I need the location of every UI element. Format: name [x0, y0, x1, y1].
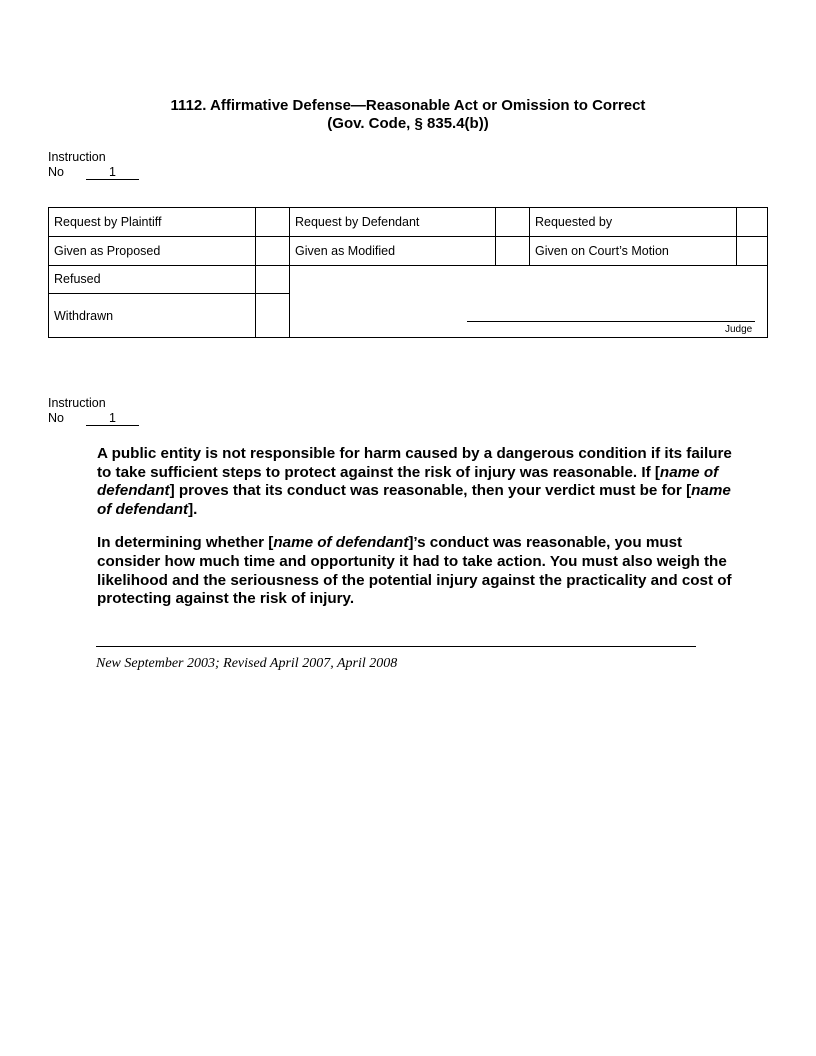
instruction-paragraph-2 — [97, 534, 737, 608]
placeholder-name-of-defendant: name of defendant — [97, 482, 731, 518]
title-line-2: (Gov. Code, § 835.4(b)) — [327, 115, 489, 132]
given-as-proposed-label: Given as Proposed — [54, 244, 161, 258]
instruction-no-value: 1 — [86, 165, 139, 180]
instruction-paragraph-1 — [97, 445, 737, 519]
revision-history: New September 2003; Revised April 2007, April 2008 — [96, 656, 398, 671]
refused-checkbox[interactable] — [256, 266, 289, 293]
instruction-label: Instruction — [48, 396, 106, 410]
request-by-plaintiff-checkbox[interactable] — [256, 208, 289, 236]
instruction-number-bottom — [48, 396, 116, 426]
text-run: ] proves that its conduct was reasonable, then your verdict must be for [ — [169, 482, 692, 500]
judge-signature-line[interactable] — [467, 321, 755, 322]
instruction-no-label: No — [48, 410, 64, 425]
request-status-table — [48, 207, 768, 338]
requested-by-label: Requested by — [535, 215, 613, 229]
instruction-number-top — [48, 150, 116, 180]
judge-label: Judge — [725, 324, 753, 335]
text-run: A public entity is not responsible for harm caused by a dangerous condition if its failure to take sufficient steps to protect against the risk of injury was reasonable. If [ — [97, 445, 732, 481]
given-as-modified-checkbox[interactable] — [496, 237, 529, 265]
placeholder-name-of-defendant: name of defendant — [97, 463, 719, 500]
history-divider — [96, 646, 696, 647]
request-by-plaintiff-label: Request by Plaintiff — [54, 215, 162, 229]
text-run: In determining whether [ — [97, 534, 274, 552]
request-by-defendant-checkbox[interactable] — [496, 208, 529, 236]
instruction-title — [0, 97, 816, 133]
refused-label: Refused — [54, 272, 101, 286]
title-line-1: 1112. Affirmative Defense—Reasonable Act or Omission to Correct — [170, 97, 646, 114]
requested-by-checkbox[interactable] — [737, 208, 767, 236]
given-as-modified-label: Given as Modified — [295, 244, 396, 258]
instruction-no-label: No — [48, 164, 64, 179]
given-on-courts-motion-checkbox[interactable] — [737, 237, 767, 265]
request-by-defendant-label: Request by Defendant — [295, 215, 420, 229]
given-on-courts-motion-label: Given on Court’s Motion — [535, 244, 669, 258]
withdrawn-checkbox[interactable] — [256, 294, 289, 338]
given-as-proposed-checkbox[interactable] — [256, 237, 289, 265]
text-run: ]’s conduct was reasonable, you must consider how much time and opportunity it had to take action. You must also weigh the likelihood and the seriousness of the potential injury against the practicality and cost of protecting against the risk of injury. — [97, 534, 732, 608]
withdrawn-label: Withdrawn — [54, 309, 114, 323]
text-run: ]. — [188, 500, 198, 518]
placeholder-name-of-defendant: name of defendant — [273, 534, 409, 552]
instruction-no-value: 1 — [86, 411, 139, 426]
instruction-body — [97, 445, 737, 624]
instruction-label: Instruction — [48, 150, 106, 164]
